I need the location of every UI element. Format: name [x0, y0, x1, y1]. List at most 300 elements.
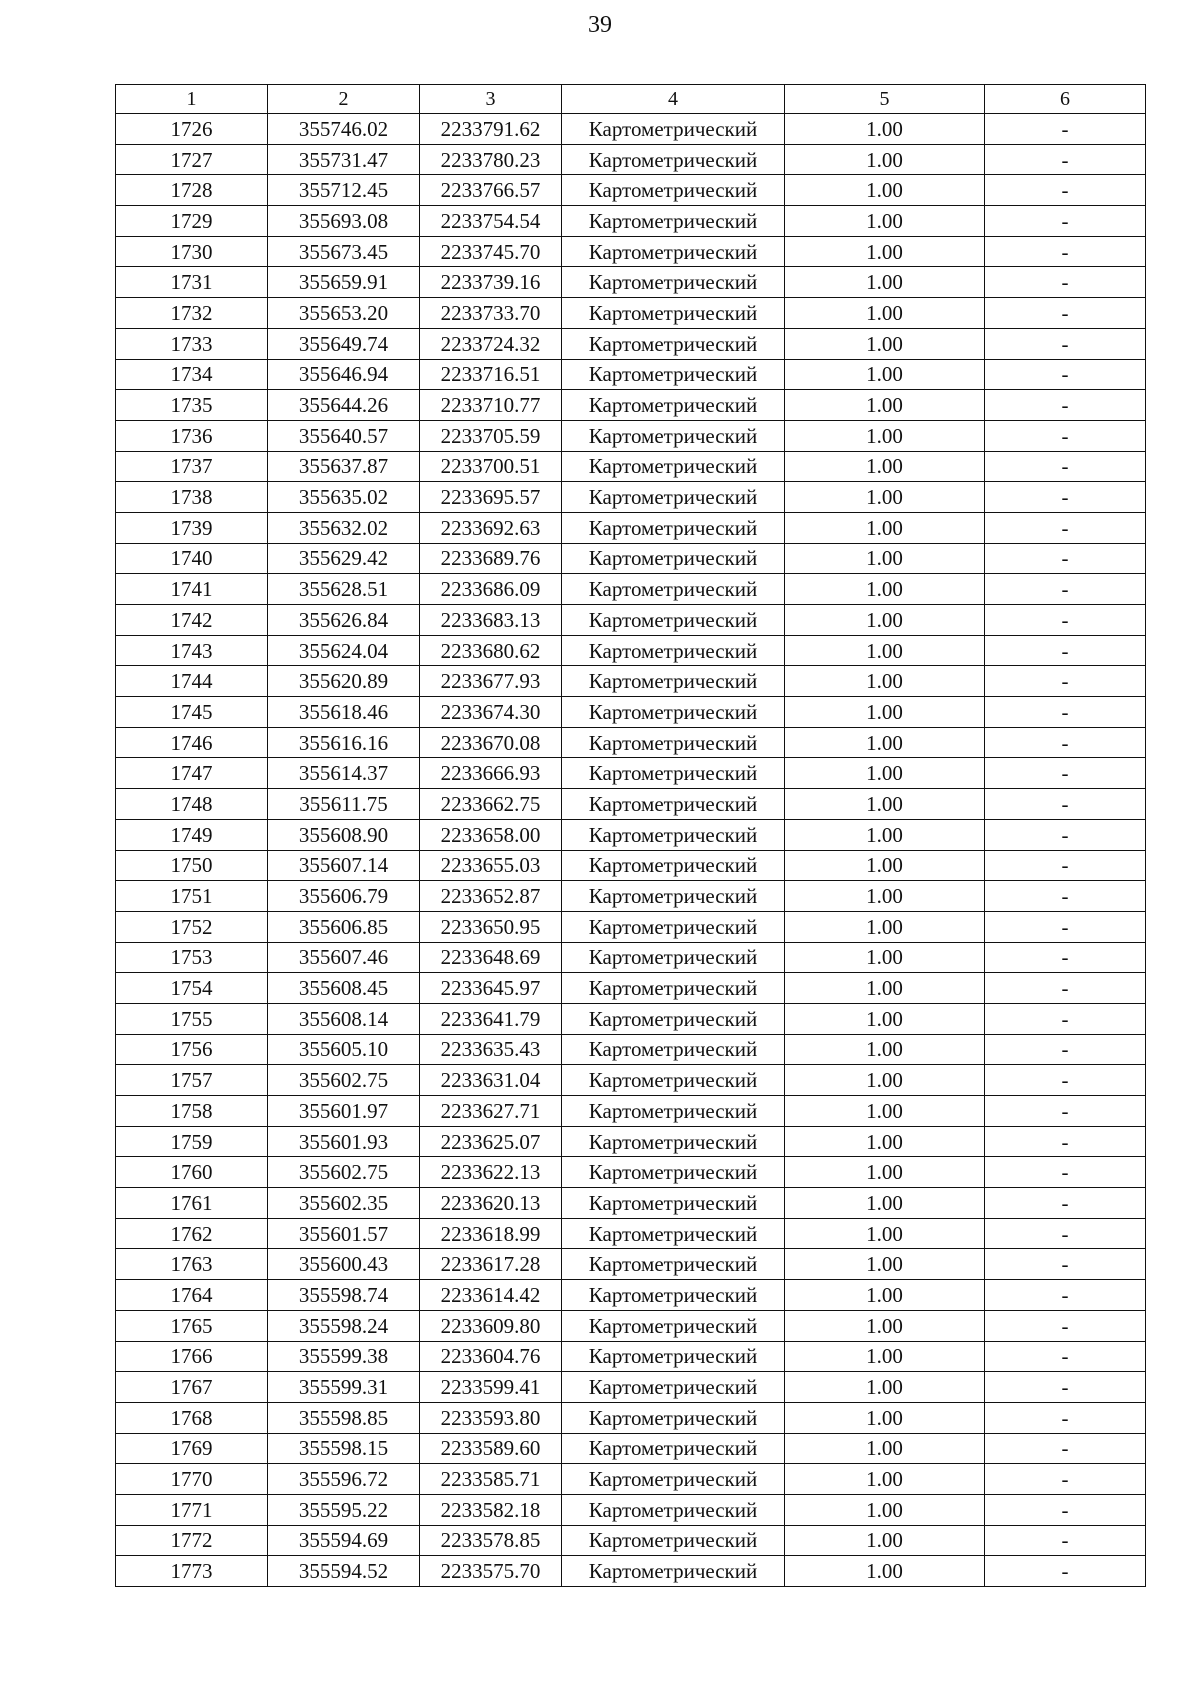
method-cell: Картометрический — [562, 727, 785, 758]
x-coordinate-cell: 355601.97 — [268, 1096, 420, 1127]
header-cell-5: 5 — [785, 85, 985, 114]
coordinates-table-container — [115, 84, 1145, 1587]
accuracy-cell: 1.00 — [785, 298, 985, 329]
y-coordinate-cell: 2233754.54 — [420, 206, 562, 237]
table-row — [116, 420, 1146, 451]
accuracy-cell: 1.00 — [785, 1494, 985, 1525]
x-coordinate-cell: 355607.46 — [268, 942, 420, 973]
x-coordinate-cell: 355601.57 — [268, 1218, 420, 1249]
x-coordinate-cell: 355608.45 — [268, 973, 420, 1004]
note-cell: - — [985, 1556, 1146, 1587]
x-coordinate-cell: 355598.85 — [268, 1402, 420, 1433]
table-row — [116, 574, 1146, 605]
note-cell: - — [985, 942, 1146, 973]
accuracy-cell: 1.00 — [785, 819, 985, 850]
method-cell: Картометрический — [562, 605, 785, 636]
method-cell: Картометрический — [562, 359, 785, 390]
x-coordinate-cell: 355628.51 — [268, 574, 420, 605]
note-cell: - — [985, 605, 1146, 636]
table-row — [116, 1310, 1146, 1341]
method-cell: Картометрический — [562, 973, 785, 1004]
note-cell: - — [985, 1249, 1146, 1280]
table-row — [116, 727, 1146, 758]
table-row — [116, 267, 1146, 298]
y-coordinate-cell: 2233618.99 — [420, 1218, 562, 1249]
point-number-cell: 1757 — [116, 1065, 268, 1096]
point-number-cell: 1739 — [116, 512, 268, 543]
method-cell: Картометрический — [562, 666, 785, 697]
accuracy-cell: 1.00 — [785, 789, 985, 820]
method-cell: Картометрический — [562, 789, 785, 820]
point-number-cell: 1741 — [116, 574, 268, 605]
point-number-cell: 1749 — [116, 819, 268, 850]
table-row — [116, 359, 1146, 390]
accuracy-cell: 1.00 — [785, 359, 985, 390]
x-coordinate-cell: 355598.15 — [268, 1433, 420, 1464]
y-coordinate-cell: 2233670.08 — [420, 727, 562, 758]
point-number-cell: 1764 — [116, 1280, 268, 1311]
y-coordinate-cell: 2233791.62 — [420, 114, 562, 145]
note-cell: - — [985, 482, 1146, 513]
accuracy-cell: 1.00 — [785, 1126, 985, 1157]
note-cell: - — [985, 758, 1146, 789]
table-row — [116, 911, 1146, 942]
method-cell: Картометрический — [562, 758, 785, 789]
table-row — [116, 819, 1146, 850]
y-coordinate-cell: 2233666.93 — [420, 758, 562, 789]
accuracy-cell: 1.00 — [785, 1096, 985, 1127]
point-number-cell: 1750 — [116, 850, 268, 881]
accuracy-cell: 1.00 — [785, 1157, 985, 1188]
note-cell: - — [985, 1525, 1146, 1556]
method-cell: Картометрический — [562, 328, 785, 359]
x-coordinate-cell: 355594.52 — [268, 1556, 420, 1587]
method-cell: Картометрический — [562, 574, 785, 605]
accuracy-cell: 1.00 — [785, 911, 985, 942]
note-cell: - — [985, 1096, 1146, 1127]
table-row — [116, 236, 1146, 267]
accuracy-cell: 1.00 — [785, 635, 985, 666]
note-cell: - — [985, 697, 1146, 728]
point-number-cell: 1752 — [116, 911, 268, 942]
note-cell: - — [985, 1003, 1146, 1034]
method-cell: Картометрический — [562, 1249, 785, 1280]
header-cell-4: 4 — [562, 85, 785, 114]
note-cell: - — [985, 359, 1146, 390]
x-coordinate-cell: 355614.37 — [268, 758, 420, 789]
y-coordinate-cell: 2233593.80 — [420, 1402, 562, 1433]
note-cell: - — [985, 144, 1146, 175]
table-row — [116, 942, 1146, 973]
accuracy-cell: 1.00 — [785, 1310, 985, 1341]
accuracy-cell: 1.00 — [785, 482, 985, 513]
method-cell: Картометрический — [562, 1188, 785, 1219]
accuracy-cell: 1.00 — [785, 727, 985, 758]
x-coordinate-cell: 355644.26 — [268, 390, 420, 421]
y-coordinate-cell: 2233683.13 — [420, 605, 562, 636]
header-row — [116, 85, 1146, 114]
table-row — [116, 512, 1146, 543]
accuracy-cell: 1.00 — [785, 236, 985, 267]
y-coordinate-cell: 2233658.00 — [420, 819, 562, 850]
y-coordinate-cell: 2233585.71 — [420, 1464, 562, 1495]
note-cell: - — [985, 666, 1146, 697]
table-row — [116, 144, 1146, 175]
x-coordinate-cell: 355618.46 — [268, 697, 420, 728]
method-cell: Картометрический — [562, 1034, 785, 1065]
point-number-cell: 1772 — [116, 1525, 268, 1556]
accuracy-cell: 1.00 — [785, 1003, 985, 1034]
note-cell: - — [985, 1464, 1146, 1495]
point-number-cell: 1728 — [116, 175, 268, 206]
y-coordinate-cell: 2233604.76 — [420, 1341, 562, 1372]
table-row — [116, 328, 1146, 359]
accuracy-cell: 1.00 — [785, 543, 985, 574]
y-coordinate-cell: 2233733.70 — [420, 298, 562, 329]
note-cell: - — [985, 114, 1146, 145]
accuracy-cell: 1.00 — [785, 328, 985, 359]
note-cell: - — [985, 1126, 1146, 1157]
note-cell: - — [985, 175, 1146, 206]
accuracy-cell: 1.00 — [785, 758, 985, 789]
y-coordinate-cell: 2233677.93 — [420, 666, 562, 697]
accuracy-cell: 1.00 — [785, 114, 985, 145]
point-number-cell: 1763 — [116, 1249, 268, 1280]
y-coordinate-cell: 2233686.09 — [420, 574, 562, 605]
x-coordinate-cell: 355712.45 — [268, 175, 420, 206]
x-coordinate-cell: 355607.14 — [268, 850, 420, 881]
accuracy-cell: 1.00 — [785, 1464, 985, 1495]
note-cell: - — [985, 1188, 1146, 1219]
note-cell: - — [985, 1280, 1146, 1311]
note-cell: - — [985, 1494, 1146, 1525]
x-coordinate-cell: 355602.75 — [268, 1157, 420, 1188]
y-coordinate-cell: 2233705.59 — [420, 420, 562, 451]
point-number-cell: 1761 — [116, 1188, 268, 1219]
accuracy-cell: 1.00 — [785, 605, 985, 636]
point-number-cell: 1744 — [116, 666, 268, 697]
note-cell: - — [985, 1341, 1146, 1372]
method-cell: Картометрический — [562, 267, 785, 298]
y-coordinate-cell: 2233745.70 — [420, 236, 562, 267]
point-number-cell: 1726 — [116, 114, 268, 145]
accuracy-cell: 1.00 — [785, 1372, 985, 1403]
note-cell: - — [985, 236, 1146, 267]
x-coordinate-cell: 355626.84 — [268, 605, 420, 636]
header-cell-6: 6 — [985, 85, 1146, 114]
accuracy-cell: 1.00 — [785, 697, 985, 728]
x-coordinate-cell: 355640.57 — [268, 420, 420, 451]
y-coordinate-cell: 2233652.87 — [420, 881, 562, 912]
table-row — [116, 1556, 1146, 1587]
point-number-cell: 1734 — [116, 359, 268, 390]
x-coordinate-cell: 355598.24 — [268, 1310, 420, 1341]
table-row — [116, 1003, 1146, 1034]
x-coordinate-cell: 355659.91 — [268, 267, 420, 298]
method-cell: Картометрический — [562, 512, 785, 543]
point-number-cell: 1729 — [116, 206, 268, 237]
note-cell: - — [985, 850, 1146, 881]
note-cell: - — [985, 1034, 1146, 1065]
accuracy-cell: 1.00 — [785, 390, 985, 421]
accuracy-cell: 1.00 — [785, 973, 985, 1004]
point-number-cell: 1745 — [116, 697, 268, 728]
point-number-cell: 1731 — [116, 267, 268, 298]
y-coordinate-cell: 2233631.04 — [420, 1065, 562, 1096]
accuracy-cell: 1.00 — [785, 666, 985, 697]
accuracy-cell: 1.00 — [785, 1218, 985, 1249]
x-coordinate-cell: 355608.14 — [268, 1003, 420, 1034]
table-body — [116, 114, 1146, 1587]
point-number-cell: 1762 — [116, 1218, 268, 1249]
y-coordinate-cell: 2233662.75 — [420, 789, 562, 820]
method-cell: Картометрический — [562, 1433, 785, 1464]
x-coordinate-cell: 355595.22 — [268, 1494, 420, 1525]
table-row — [116, 1126, 1146, 1157]
y-coordinate-cell: 2233695.57 — [420, 482, 562, 513]
method-cell: Картометрический — [562, 451, 785, 482]
note-cell: - — [985, 789, 1146, 820]
note-cell: - — [985, 1372, 1146, 1403]
table-row — [116, 850, 1146, 881]
x-coordinate-cell: 355673.45 — [268, 236, 420, 267]
point-number-cell: 1727 — [116, 144, 268, 175]
note-cell: - — [985, 1065, 1146, 1096]
point-number-cell: 1760 — [116, 1157, 268, 1188]
note-cell: - — [985, 328, 1146, 359]
y-coordinate-cell: 2233780.23 — [420, 144, 562, 175]
method-cell: Картометрический — [562, 298, 785, 329]
table-row — [116, 1341, 1146, 1372]
table-row — [116, 881, 1146, 912]
note-cell: - — [985, 267, 1146, 298]
x-coordinate-cell: 355601.93 — [268, 1126, 420, 1157]
method-cell: Картометрический — [562, 697, 785, 728]
y-coordinate-cell: 2233575.70 — [420, 1556, 562, 1587]
table-row — [116, 482, 1146, 513]
y-coordinate-cell: 2233617.28 — [420, 1249, 562, 1280]
method-cell: Картометрический — [562, 420, 785, 451]
note-cell: - — [985, 420, 1146, 451]
accuracy-cell: 1.00 — [785, 850, 985, 881]
method-cell: Картометрический — [562, 1310, 785, 1341]
point-number-cell: 1751 — [116, 881, 268, 912]
method-cell: Картометрический — [562, 1126, 785, 1157]
table-row — [116, 1249, 1146, 1280]
y-coordinate-cell: 2233614.42 — [420, 1280, 562, 1311]
method-cell: Картометрический — [562, 1372, 785, 1403]
accuracy-cell: 1.00 — [785, 1034, 985, 1065]
y-coordinate-cell: 2233609.80 — [420, 1310, 562, 1341]
method-cell: Картометрический — [562, 911, 785, 942]
point-number-cell: 1737 — [116, 451, 268, 482]
point-number-cell: 1759 — [116, 1126, 268, 1157]
point-number-cell: 1740 — [116, 543, 268, 574]
table-row — [116, 789, 1146, 820]
accuracy-cell: 1.00 — [785, 1065, 985, 1096]
method-cell: Картометрический — [562, 543, 785, 574]
point-number-cell: 1735 — [116, 390, 268, 421]
x-coordinate-cell: 355616.16 — [268, 727, 420, 758]
table-row — [116, 758, 1146, 789]
y-coordinate-cell: 2233692.63 — [420, 512, 562, 543]
accuracy-cell: 1.00 — [785, 267, 985, 298]
y-coordinate-cell: 2233648.69 — [420, 942, 562, 973]
x-coordinate-cell: 355635.02 — [268, 482, 420, 513]
y-coordinate-cell: 2233641.79 — [420, 1003, 562, 1034]
y-coordinate-cell: 2233622.13 — [420, 1157, 562, 1188]
y-coordinate-cell: 2233645.97 — [420, 973, 562, 1004]
y-coordinate-cell: 2233627.71 — [420, 1096, 562, 1127]
note-cell: - — [985, 973, 1146, 1004]
note-cell: - — [985, 206, 1146, 237]
table-row — [116, 1188, 1146, 1219]
point-number-cell: 1743 — [116, 635, 268, 666]
method-cell: Картометрический — [562, 1218, 785, 1249]
coordinates-table — [115, 84, 1146, 1587]
accuracy-cell: 1.00 — [785, 512, 985, 543]
method-cell: Картометрический — [562, 1402, 785, 1433]
point-number-cell: 1736 — [116, 420, 268, 451]
y-coordinate-cell: 2233700.51 — [420, 451, 562, 482]
point-number-cell: 1758 — [116, 1096, 268, 1127]
y-coordinate-cell: 2233724.32 — [420, 328, 562, 359]
table-row — [116, 114, 1146, 145]
table-row — [116, 635, 1146, 666]
x-coordinate-cell: 355606.85 — [268, 911, 420, 942]
table-row — [116, 1372, 1146, 1403]
note-cell: - — [985, 512, 1146, 543]
table-row — [116, 175, 1146, 206]
x-coordinate-cell: 355637.87 — [268, 451, 420, 482]
method-cell: Картометрический — [562, 942, 785, 973]
note-cell: - — [985, 390, 1146, 421]
note-cell: - — [985, 635, 1146, 666]
accuracy-cell: 1.00 — [785, 1188, 985, 1219]
point-number-cell: 1770 — [116, 1464, 268, 1495]
table-row — [116, 1065, 1146, 1096]
y-coordinate-cell: 2233620.13 — [420, 1188, 562, 1219]
point-number-cell: 1754 — [116, 973, 268, 1004]
table-row — [116, 298, 1146, 329]
y-coordinate-cell: 2233710.77 — [420, 390, 562, 421]
note-cell: - — [985, 298, 1146, 329]
method-cell: Картометрический — [562, 175, 785, 206]
note-cell: - — [985, 574, 1146, 605]
x-coordinate-cell: 355602.75 — [268, 1065, 420, 1096]
y-coordinate-cell: 2233578.85 — [420, 1525, 562, 1556]
y-coordinate-cell: 2233655.03 — [420, 850, 562, 881]
table-row — [116, 1280, 1146, 1311]
x-coordinate-cell: 355594.69 — [268, 1525, 420, 1556]
method-cell: Картометрический — [562, 1341, 785, 1372]
method-cell: Картометрический — [562, 144, 785, 175]
x-coordinate-cell: 355599.31 — [268, 1372, 420, 1403]
method-cell: Картометрический — [562, 881, 785, 912]
header-cell-1: 1 — [116, 85, 268, 114]
x-coordinate-cell: 355693.08 — [268, 206, 420, 237]
note-cell: - — [985, 727, 1146, 758]
accuracy-cell: 1.00 — [785, 1249, 985, 1280]
point-number-cell: 1742 — [116, 605, 268, 636]
table-row — [116, 1525, 1146, 1556]
header-cell-2: 2 — [268, 85, 420, 114]
point-number-cell: 1753 — [116, 942, 268, 973]
point-number-cell: 1755 — [116, 1003, 268, 1034]
method-cell: Картометрический — [562, 1525, 785, 1556]
x-coordinate-cell: 355653.20 — [268, 298, 420, 329]
method-cell: Картометрический — [562, 635, 785, 666]
point-number-cell: 1769 — [116, 1433, 268, 1464]
table-row — [116, 543, 1146, 574]
y-coordinate-cell: 2233716.51 — [420, 359, 562, 390]
y-coordinate-cell: 2233599.41 — [420, 1372, 562, 1403]
point-number-cell: 1730 — [116, 236, 268, 267]
method-cell: Картометрический — [562, 1157, 785, 1188]
accuracy-cell: 1.00 — [785, 175, 985, 206]
x-coordinate-cell: 355605.10 — [268, 1034, 420, 1065]
method-cell: Картометрический — [562, 482, 785, 513]
method-cell: Картометрический — [562, 1003, 785, 1034]
accuracy-cell: 1.00 — [785, 1556, 985, 1587]
method-cell: Картометрический — [562, 1464, 785, 1495]
x-coordinate-cell: 355646.94 — [268, 359, 420, 390]
y-coordinate-cell: 2233674.30 — [420, 697, 562, 728]
method-cell: Картометрический — [562, 850, 785, 881]
x-coordinate-cell: 355608.90 — [268, 819, 420, 850]
point-number-cell: 1746 — [116, 727, 268, 758]
accuracy-cell: 1.00 — [785, 881, 985, 912]
note-cell: - — [985, 1402, 1146, 1433]
method-cell: Картометрический — [562, 1065, 785, 1096]
table-row — [116, 1157, 1146, 1188]
accuracy-cell: 1.00 — [785, 451, 985, 482]
x-coordinate-cell: 355599.38 — [268, 1341, 420, 1372]
y-coordinate-cell: 2233625.07 — [420, 1126, 562, 1157]
note-cell: - — [985, 1310, 1146, 1341]
accuracy-cell: 1.00 — [785, 1402, 985, 1433]
x-coordinate-cell: 355746.02 — [268, 114, 420, 145]
point-number-cell: 1756 — [116, 1034, 268, 1065]
x-coordinate-cell: 355649.74 — [268, 328, 420, 359]
method-cell: Картометрический — [562, 236, 785, 267]
method-cell: Картометрический — [562, 1494, 785, 1525]
accuracy-cell: 1.00 — [785, 942, 985, 973]
point-number-cell: 1765 — [116, 1310, 268, 1341]
x-coordinate-cell: 355600.43 — [268, 1249, 420, 1280]
point-number-cell: 1771 — [116, 1494, 268, 1525]
x-coordinate-cell: 355596.72 — [268, 1464, 420, 1495]
method-cell: Картометрический — [562, 1096, 785, 1127]
x-coordinate-cell: 355606.79 — [268, 881, 420, 912]
table-row — [116, 1218, 1146, 1249]
x-coordinate-cell: 355620.89 — [268, 666, 420, 697]
method-cell: Картометрический — [562, 1556, 785, 1587]
x-coordinate-cell: 355632.02 — [268, 512, 420, 543]
x-coordinate-cell: 355731.47 — [268, 144, 420, 175]
note-cell: - — [985, 1218, 1146, 1249]
x-coordinate-cell: 355629.42 — [268, 543, 420, 574]
method-cell: Картометрический — [562, 390, 785, 421]
accuracy-cell: 1.00 — [785, 1433, 985, 1464]
y-coordinate-cell: 2233582.18 — [420, 1494, 562, 1525]
table-row — [116, 1402, 1146, 1433]
accuracy-cell: 1.00 — [785, 574, 985, 605]
x-coordinate-cell: 355598.74 — [268, 1280, 420, 1311]
y-coordinate-cell: 2233650.95 — [420, 911, 562, 942]
note-cell: - — [985, 451, 1146, 482]
point-number-cell: 1766 — [116, 1341, 268, 1372]
